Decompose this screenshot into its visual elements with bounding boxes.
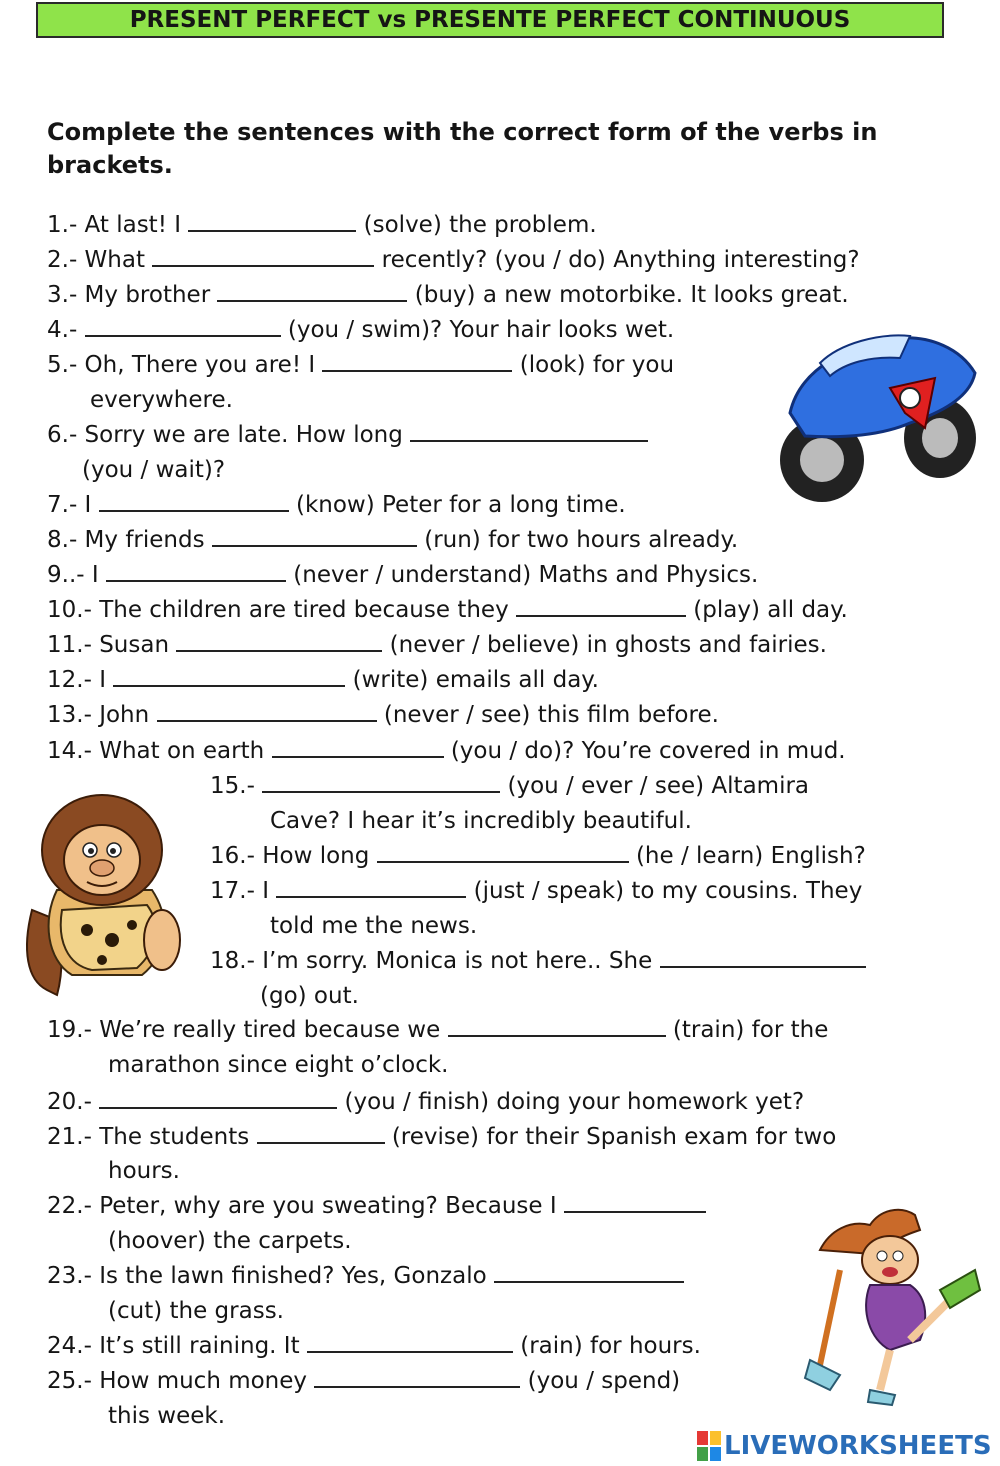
sentence-text-before: Is the lawn finished? Yes, Gonzalo	[91, 1263, 494, 1289]
worksheet-title-text: PRESENT PERFECT vs PRESENTE PERFECT CONTINUOUS	[129, 7, 851, 33]
sentence-text-after: (revise) for their Spanish exam for two	[384, 1124, 837, 1150]
sentence-23-continuation: (cut) the grass.	[108, 1298, 284, 1324]
brand-logo	[697, 1428, 992, 1464]
sentence-text-after: (you / ever / see) Altamira	[500, 773, 810, 799]
sentence-19-continuation: marathon since eight o’clock.	[108, 1052, 449, 1078]
sentence-text-before: Sorry we are late. How long	[77, 422, 411, 448]
sentence-text-before: Peter, why are you sweating? Because I	[91, 1193, 564, 1219]
sentence-text-before: I	[84, 562, 106, 588]
sentence-number: 1.-	[47, 212, 78, 238]
answer-blank[interactable]	[257, 1122, 385, 1144]
sentence-text-after: (solve) the problem.	[356, 212, 597, 238]
sentence-text-after: (you / spend)	[520, 1368, 681, 1394]
sentence-text-after: recently? (you / do) Anything interesting?	[374, 247, 860, 273]
sentence-17-continuation: told me the news.	[270, 913, 478, 939]
sentence-number: 8.-	[47, 527, 78, 553]
answer-blank[interactable]	[314, 1366, 520, 1388]
sentence-number: 19.-	[47, 1017, 92, 1043]
sentence-number: 23.-	[47, 1263, 92, 1289]
sentence-text-after: (never / understand) Maths and Physics.	[285, 562, 759, 588]
sentence-number: 17.-	[210, 878, 255, 904]
motorbike-illustration	[760, 318, 990, 508]
answer-blank[interactable]	[516, 595, 686, 617]
sentence-text-before: At last! I	[77, 212, 189, 238]
sentence-19	[47, 1015, 828, 1045]
sentence-text-after: (rain) for hours.	[512, 1333, 701, 1359]
sentence-5	[47, 350, 674, 380]
answer-blank[interactable]	[564, 1191, 706, 1213]
sentence-15	[210, 771, 809, 801]
answer-blank[interactable]	[410, 420, 648, 442]
sentence-number: 16.-	[210, 843, 255, 869]
sentence-text-after: (run) for two hours already.	[416, 527, 739, 553]
sentence-text-after: (you / swim)? Your hair looks wet.	[280, 317, 675, 343]
sentence-text-before: Susan	[91, 632, 177, 658]
answer-blank[interactable]	[106, 560, 286, 582]
sentence-20	[47, 1087, 804, 1117]
sentence-24	[47, 1331, 701, 1361]
answer-blank[interactable]	[157, 700, 377, 722]
sentence-text-after: (play) all day.	[686, 597, 848, 623]
brand-text: LIVEWORKSHEETS	[724, 1431, 992, 1461]
sentence-number: 7.-	[47, 492, 78, 518]
girl-with-hoover-illustration	[800, 1190, 990, 1410]
sentence-11	[47, 630, 827, 660]
sentence-3	[47, 280, 849, 310]
sentence-number: 13.-	[47, 702, 92, 728]
answer-blank[interactable]	[188, 210, 356, 232]
sentence-text-before: I’m sorry. Monica is not here.. She	[254, 948, 660, 974]
sentence-17	[210, 876, 862, 906]
answer-blank[interactable]	[322, 350, 512, 372]
sentence-15-continuation: Cave? I hear it’s incredibly beautiful.	[270, 808, 692, 834]
sentence-text-before: What on earth	[91, 738, 272, 764]
answer-blank[interactable]	[660, 946, 866, 968]
sentence-21	[47, 1122, 836, 1152]
answer-blank[interactable]	[212, 525, 417, 547]
sentence-25-continuation: this week.	[108, 1403, 226, 1429]
sentence-number: 20.-	[47, 1089, 92, 1115]
caveman-illustration	[2, 790, 202, 1000]
sentence-18	[210, 946, 866, 976]
sentence-12	[47, 665, 599, 695]
sentence-text-before: My brother	[77, 282, 218, 308]
sentence-text-before: I	[77, 492, 99, 518]
answer-blank[interactable]	[272, 736, 444, 758]
sentence-22-continuation: (hoover) the carpets.	[108, 1228, 352, 1254]
sentence-text-before: Oh, There you are! I	[77, 352, 323, 378]
sentence-4	[47, 315, 674, 345]
sentence-2	[47, 245, 860, 275]
sentence-6-continuation: (you / wait)?	[82, 457, 226, 483]
answer-blank[interactable]	[448, 1015, 666, 1037]
sentence-text-after: (look) for you	[512, 352, 675, 378]
sentence-14	[47, 736, 846, 766]
sentence-7	[47, 490, 626, 520]
sentence-text-before: I	[91, 667, 114, 693]
sentence-text-after: (buy) a new motorbike. It looks great.	[407, 282, 849, 308]
sentence-text-before: John	[91, 702, 157, 728]
sentence-number: 14.-	[47, 738, 92, 764]
sentence-text-before: It’s still raining. It	[91, 1333, 307, 1359]
sentence-22	[47, 1191, 706, 1221]
answer-blank[interactable]	[377, 841, 629, 863]
sentence-text-before: What	[77, 247, 153, 273]
sentence-number: 5.-	[47, 352, 78, 378]
sentence-text-after: (never / see) this film before.	[376, 702, 719, 728]
answer-blank[interactable]	[113, 665, 345, 687]
sentence-text-after: (know) Peter for a long time.	[288, 492, 626, 518]
sentence-number: 22.-	[47, 1193, 92, 1219]
sentence-number: 4.-	[47, 317, 78, 343]
sentence-text-before: We’re really tired because we	[91, 1017, 448, 1043]
sentence-number: 10.-	[47, 597, 92, 623]
sentence-text-before: The children are tired because they	[91, 597, 516, 623]
answer-blank[interactable]	[262, 771, 500, 793]
sentence-text-after: (train) for the	[665, 1017, 829, 1043]
sentence-23	[47, 1261, 684, 1291]
sentence-text-after: (write) emails all day.	[345, 667, 599, 693]
sentence-number: 21.-	[47, 1124, 92, 1150]
answer-blank[interactable]	[494, 1261, 684, 1283]
answer-blank[interactable]	[152, 245, 374, 267]
sentence-text-before: The students	[91, 1124, 257, 1150]
answer-blank[interactable]	[85, 315, 281, 337]
answer-blank[interactable]	[99, 1087, 337, 1109]
sentence-number: 15.-	[210, 773, 255, 799]
sentence-16	[210, 841, 866, 871]
answer-blank[interactable]	[99, 490, 289, 512]
sentence-text-before: How long	[254, 843, 377, 869]
answer-blank[interactable]	[176, 630, 382, 652]
sentence-1	[47, 210, 597, 240]
worksheet-title	[36, 2, 944, 38]
sentence-text-before: My friends	[77, 527, 212, 553]
sentence-number: 12.-	[47, 667, 92, 693]
sentence-text-after: (you / finish) doing your homework yet?	[337, 1089, 805, 1115]
sentence-number: 9..-	[47, 562, 85, 588]
sentence-text-before: How much money	[91, 1368, 315, 1394]
sentence-10	[47, 595, 848, 625]
sentence-9	[47, 560, 758, 590]
sentence-number: 18.-	[210, 948, 255, 974]
liveworksheets-logo-icon	[697, 1431, 721, 1461]
sentence-text-after: (you / do)? You’re covered in mud.	[443, 738, 846, 764]
answer-blank[interactable]	[217, 280, 407, 302]
answer-blank[interactable]	[307, 1331, 513, 1353]
sentence-8	[47, 525, 738, 555]
sentence-5-continuation: everywhere.	[90, 387, 233, 413]
sentence-21-continuation: hours.	[108, 1158, 180, 1184]
sentence-25	[47, 1366, 680, 1396]
sentence-number: 6.-	[47, 422, 78, 448]
sentence-text-after: (just / speak) to my cousins. They	[466, 878, 863, 904]
sentence-number: 3.-	[47, 282, 78, 308]
instruction-text: Complete the sentences with the correct form of the verbs in brackets.	[47, 118, 878, 179]
sentence-number: 11.-	[47, 632, 92, 658]
sentence-number: 2.-	[47, 247, 78, 273]
sentence-text-after: (he / learn) English?	[628, 843, 866, 869]
answer-blank[interactable]	[276, 876, 466, 898]
sentence-6	[47, 420, 648, 450]
sentence-18-continuation: (go) out.	[260, 983, 359, 1009]
sentence-number: 24.-	[47, 1333, 92, 1359]
sentence-text-after: (never / believe) in ghosts and fairies.	[382, 632, 827, 658]
sentence-13	[47, 700, 719, 730]
sentence-text-before: I	[254, 878, 277, 904]
sentence-number: 25.-	[47, 1368, 92, 1394]
